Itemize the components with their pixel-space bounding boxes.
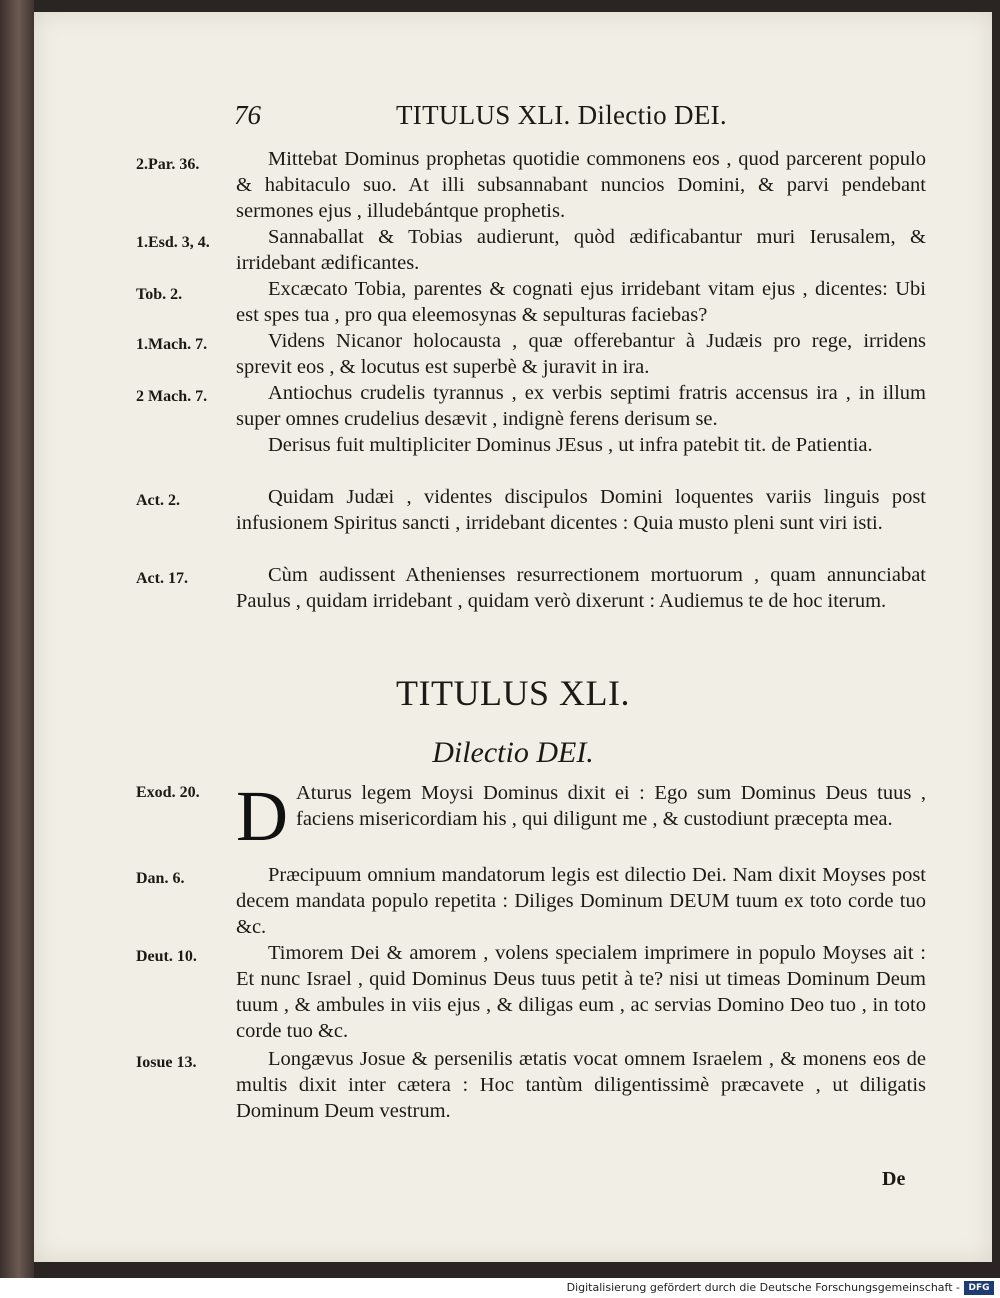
entry-text: Videns Nicanor holocausta , quæ offerebantur à Judæis pro rege, irridens sprevit eos , & locutus est superbè & juravit in ira. <box>236 330 926 378</box>
entry-text: Mittebat Dominus prophetas quotidie commonens eos , quod parcerent populo & habitaculo suo. At illi subsannabant nuncios Domini, & parvi pendebant sermones ejus , illudebántque prophetis. <box>236 148 926 222</box>
margin-reference: 1.Esd. 3, 4. <box>136 234 210 251</box>
drop-cap: D <box>236 776 288 856</box>
book-spine <box>0 0 34 1278</box>
catchword: De <box>882 1168 906 1190</box>
margin-reference: Act. 17. <box>136 570 188 587</box>
entry-text: Aturus legem Moysi Dominus dixit ei : Ego sum Dominus Deus tuus , faciens misericordiam his , qui diligunt me , & custodiunt præcepta mea. <box>296 782 926 830</box>
entry-text: Antiochus crudelis tyrannus , ex verbis septimi fratris accensus ira , in illum super omnes crudelius desævit , indignè ferens derisum se. <box>236 382 926 430</box>
margin-reference: Dan. 6. <box>136 870 185 887</box>
entry-text: Derisus fuit multipliciter Dominus JEsus , ut infra patebit tit. de Patientia. <box>268 434 873 456</box>
margin-reference: Act. 2. <box>136 492 180 509</box>
margin-reference: 2 Mach. 7. <box>136 388 208 405</box>
funding-credit: Digitalisierung gefördert durch die Deutsche Forschungsgemeinschaft - <box>566 1281 960 1294</box>
entry-text: Timorem Dei & amorem , volens specialem imprimere in populo Moyses ait : Et nunc Israel , quid Dominus Deus tuus petit à te? nisi ut timeas Dominum Deum tuum , & ambules in viis ejus , & diligas eum , ac servias Domino Deo tuo , in toto corde tuo &c. <box>236 942 926 1042</box>
page-header <box>34 100 992 140</box>
book-page <box>34 12 992 1262</box>
entry-text: Cùm audissent Athenienses resurrectionem mortuorum , quam annunciabat Paulus , quidam irridebant , quidam verò dixerunt : Audiemus te de hoc iterum. <box>236 564 926 612</box>
footer-bar <box>0 1278 1000 1298</box>
margin-reference: 2.Par. 36. <box>136 156 200 173</box>
margin-reference: 1.Mach. 7. <box>136 336 208 353</box>
entry-text: Sannaballat & Tobias audierunt, quòd ædificabantur muri Ierusalem, & irridebant ædificantes. <box>236 226 926 274</box>
margin-reference: Deut. 10. <box>136 948 197 965</box>
entry-text: Longævus Josue & persenilis ætatis vocat omnem Israelem , & monens eos de multis dixit inter cætera : Hoc tantùm diligentissimè præcavete , ut diligatis Dominum Deum vestrum. <box>236 1048 926 1122</box>
running-title: TITULUS XLI. Dilectio DEI. <box>396 100 727 130</box>
section-title: TITULUS XLI. <box>396 673 630 713</box>
entry-text: Excæcato Tobia, parentes & cognati ejus irridebant vitam ejus , dicentes: Ubi est spes tua , pro qua eleemosynas & sepulturas faciebas? <box>236 278 926 326</box>
entry-text: Præcipuum omnium mandatorum legis est dilectio Dei. Nam dixit Moyses post decem mandata populo repetita : Diliges Dominum DEUM tuum ex toto corde tuo &c. <box>236 864 926 938</box>
page-number: 76 <box>234 100 261 130</box>
entry-text: Quidam Judæi , videntes discipulos Domini loquentes variis linguis post infusionem Spiritus sancti , irridebant dicentes : Quia musto pleni sunt viri isti. <box>236 486 926 534</box>
section-subtitle: Dilectio DEI. <box>432 736 594 769</box>
margin-reference: Tob. 2. <box>136 286 183 303</box>
margin-reference: Iosue 13. <box>136 1054 197 1071</box>
margin-reference: Exod. 20. <box>136 784 200 801</box>
dfg-logo-icon: DFG <box>964 1281 994 1295</box>
